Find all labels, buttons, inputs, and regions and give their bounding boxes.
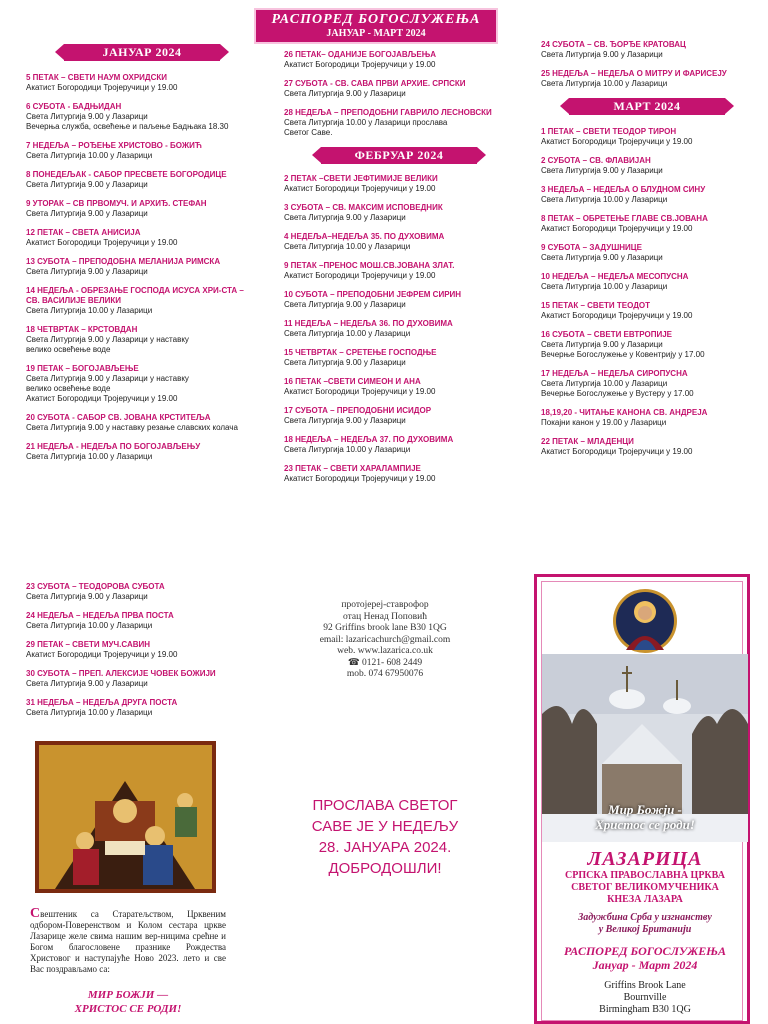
entry-detail: Света Литургија 10.00 у Лазарици bbox=[284, 242, 411, 251]
january-late-list bbox=[26, 582, 258, 718]
entry-heading: 9 СУБОТА – ЗАДУШНИЦЕ bbox=[541, 243, 642, 252]
schedule-entry bbox=[284, 377, 514, 397]
address-line-1: Griffins Brook Lane bbox=[604, 980, 686, 991]
schedule-entry bbox=[284, 435, 514, 455]
entry-detail: Света Литургија 10.00 у Лазарици bbox=[541, 195, 668, 204]
entry-heading: 16 СУБОТА – СВЕТИ ЕВТРОПИЈЕ bbox=[541, 330, 672, 339]
schedule-title: РАСПОРЕД БОГОСЛУЖЕЊА bbox=[271, 12, 481, 27]
entry-heading: 15 ЧЕТВРТАК – СРЕТЕЊЕ ГОСПОДЊЕ bbox=[284, 348, 437, 357]
entry-heading: 2 СУБОТА – СВ. ФЛАВИЈАН bbox=[541, 156, 651, 165]
entry-heading: 2 ПЕТАК –СВЕТИ ЈЕФТИМИЈЕ ВЕЛИКИ bbox=[284, 174, 438, 183]
entry-heading: 8 ПЕТАК – ОБРЕТЕЊЕ ГЛАВЕ СВ.ЈОВАНА bbox=[541, 214, 708, 223]
entry-heading: 20 СУБОТА - САБОР СВ. ЈОВАНА КРСТИТЕЉА bbox=[26, 413, 211, 422]
schedule-entry bbox=[26, 582, 258, 602]
entry-heading: 22 ПЕТАК – МЛАДЕНЦИ bbox=[541, 437, 634, 446]
schedule-entry bbox=[26, 141, 258, 161]
schedule-entry bbox=[26, 413, 258, 433]
entry-heading: 24 СУБОТА – СВ. ЂОРЂЕ КРАТОВАЦ bbox=[541, 40, 686, 49]
entry-detail: велико освећење воде bbox=[26, 384, 111, 393]
contact-line: ☎ 0121- 608 2449 bbox=[347, 657, 423, 668]
schedule-entry bbox=[541, 214, 753, 234]
entry-heading: 26 ПЕТАК– ОДАНИЈЕ БОГОЈАВЉЕЊА bbox=[284, 50, 437, 59]
contact-line: mob. 074 67950076 bbox=[346, 669, 424, 679]
entry-detail: Света Литургија 10.00 у Лазарици bbox=[541, 379, 668, 388]
schedule-entry bbox=[26, 228, 258, 248]
schedule-entry bbox=[541, 330, 753, 360]
photo-caption: Мир Божји - Христос се роди! bbox=[595, 802, 695, 832]
entry-heading: 25 НЕДЕЉА – НЕДЕЉА О МИТРУ И ФАРИСЕЈУ bbox=[541, 69, 727, 78]
schedule-entry bbox=[541, 40, 753, 60]
church-desc-2: СВЕТОГ ВЕЛИКОМУЧЕНИКА bbox=[571, 882, 719, 893]
entry-heading: 13 СУБОТА – ПРЕПОДОБНА МЕЛАНИЈА РИМСКА bbox=[26, 257, 221, 266]
schedule-entry bbox=[284, 464, 514, 484]
entry-detail: Света Литургија 10.00 у Лазарици bbox=[26, 708, 153, 717]
priest-contact bbox=[290, 600, 480, 681]
contact-line: web. www.lazarica.co.uk bbox=[337, 646, 433, 656]
church-desc-1: СРПСКА ПРАВОСЛАВНА ЦРКВА bbox=[565, 870, 725, 881]
entry-detail: Акатист Богородици Тројеручици у 19.00 bbox=[541, 447, 693, 456]
entry-detail: Акатист Богородици Тројеручици у 19.00 bbox=[284, 474, 436, 483]
contact-line: email: lazaricachurch@gmail.com bbox=[319, 634, 451, 645]
entry-heading: 16 ПЕТАК –СВЕТИ СИМЕОН И АНА bbox=[284, 377, 421, 386]
entry-detail: Света Литургија 10.00 у Лазарици bbox=[26, 306, 153, 315]
february-column bbox=[284, 50, 514, 493]
entry-detail: Света Литургија 9.00 у Лазарици bbox=[26, 180, 148, 189]
cover-schedule-title: РАСПОРЕД БОГОСЛУЖЕЊА bbox=[563, 944, 727, 958]
entry-detail: велико освећење воде bbox=[26, 345, 111, 354]
entry-detail: Светог Саве. bbox=[284, 128, 333, 137]
entry-detail: Света Литургија 9.00 у Лазарици bbox=[284, 213, 406, 222]
entry-heading: 14 НЕДЕЉА - ОБРЕЗАЊЕ ГОСПОДА ИСУСА ХРИ-СТА – СВ. ВАСИЛИЈЕ ВЕЛИКИ bbox=[26, 286, 244, 305]
contact-line: протојереј-ставрофор bbox=[341, 600, 429, 610]
entry-detail: Света Литургија 9.00 у Лазарици bbox=[541, 340, 663, 349]
schedule-entry bbox=[26, 442, 258, 462]
february-continued-list bbox=[541, 40, 753, 89]
schedule-entry bbox=[284, 108, 514, 138]
greeting-line: ХРИСТОС СЕ РОДИ! bbox=[74, 1003, 182, 1015]
entry-heading: 10 НЕДЕЉА – НЕДЕЉА МЕСОПУСНА bbox=[541, 272, 689, 281]
schedule-entry bbox=[284, 290, 514, 310]
entry-detail: Света Литургија 10.00 у Лазарици bbox=[541, 79, 668, 88]
entry-detail: Света Литургија 10.00 у Лазарици bbox=[26, 452, 153, 461]
entry-detail: Акатист Богородици Тројеручици у 19.00 bbox=[284, 184, 436, 193]
entry-heading: 7 НЕДЕЉА – РОЂЕЊЕ ХРИСТОВО - БОЖИЋ bbox=[26, 141, 202, 150]
entry-detail: Света Литургија 9.00 у Лазарици bbox=[541, 166, 663, 175]
entry-detail: Акатист Богородици Тројеручици у 19.00 bbox=[541, 224, 693, 233]
entry-heading: 3 СУБОТА – СВ. МАКСИМ ИСПОВЕДНИК bbox=[284, 203, 443, 212]
month-banner-january: ЈАНУАР 2024 bbox=[64, 44, 220, 61]
entry-heading: 9 ПЕТАК –ПРЕНОС МОШ.СВ.ЈОВАНА ЗЛАТ. bbox=[284, 261, 455, 270]
entry-heading: 18 НЕДЕЉА – НЕДЕЉА 37. ПО ДУХОВИМА bbox=[284, 435, 454, 444]
month-banner-february: ФЕБРУАР 2024 bbox=[321, 147, 477, 164]
schedule-entry bbox=[284, 406, 514, 426]
entry-heading: 10 СУБОТА – ПРЕПОДОБНИ ЈЕФРЕМ СИРИН bbox=[284, 290, 462, 299]
entry-detail: Света Литургија 10.00 у Лазарици bbox=[284, 329, 411, 338]
month-banner-march: МАРТ 2024 bbox=[569, 98, 725, 115]
celebration-line: 28. ЈАНУАРА 2024. bbox=[318, 839, 452, 856]
schedule-entry bbox=[541, 156, 753, 176]
cover-text-block bbox=[542, 848, 748, 1016]
entry-detail: Света Литургија 9.00 у Лазарици bbox=[26, 112, 148, 121]
schedule-entry bbox=[26, 257, 258, 277]
entry-detail: Света Литургија 9.00 у Лазарици у наставку bbox=[26, 374, 189, 383]
entry-heading: 18 ЧЕТВРТАК – КРСТОВДАН bbox=[26, 325, 138, 334]
entry-detail: Света Литургија 9.00 у Лазарици bbox=[284, 358, 406, 367]
entry-detail: Света Литургија 9.00 у Лазарици bbox=[541, 253, 663, 262]
january-list bbox=[26, 73, 258, 462]
schedule-entry bbox=[26, 73, 258, 93]
church-cover-panel bbox=[534, 574, 750, 1024]
greeting-note bbox=[30, 908, 226, 975]
schedule-entry bbox=[284, 203, 514, 223]
schedule-entry bbox=[284, 79, 514, 99]
entry-detail: Вечерња служба, освећење и паљење Бадњака 18.30 bbox=[26, 122, 229, 131]
entry-heading: 8 ПОНЕДЕЉАК - САБОР ПРЕСВЕТЕ БОГОРОДИЦЕ bbox=[26, 170, 227, 179]
schedule-entry bbox=[26, 286, 258, 316]
schedule-entry bbox=[541, 301, 753, 321]
address-line-3: Birmingham B30 1QG bbox=[599, 1004, 691, 1015]
entry-detail: Акатист Богородици Тројеручици у 19.00 bbox=[26, 650, 178, 659]
entry-heading: 17 СУБОТА – ПРЕПОДОБНИ ИСИДОР bbox=[284, 406, 432, 415]
celebration-line: ДОБРОДОШЛИ! bbox=[328, 860, 442, 877]
entry-detail: Света Литургија 9.00 у наставку резање славских колача bbox=[26, 423, 238, 432]
entry-detail: Света Литургија 10.00 у Лазарици bbox=[26, 151, 153, 160]
march-column bbox=[541, 40, 753, 466]
greeting-line: МИР БОЖЈИ — bbox=[87, 989, 169, 1001]
entry-heading: 4 НЕДЕЉА–НЕДЕЉА 35. ПО ДУХОВИМА bbox=[284, 232, 445, 241]
entry-heading: 24 НЕДЕЉА – НЕДЕЉА ПРВА ПОСТА bbox=[26, 611, 174, 620]
entry-heading: 23 СУБОТА – ТЕОДОРОВА СУБОТА bbox=[26, 582, 165, 591]
celebration-line: ПРОСЛАВА СВЕТОГ bbox=[312, 797, 458, 814]
schedule-entry bbox=[284, 261, 514, 281]
schedule-entry bbox=[26, 364, 258, 404]
entry-detail: Акатист Богородици Тројеручици у 19.00 bbox=[26, 394, 178, 403]
schedule-entry bbox=[284, 319, 514, 339]
january-column bbox=[26, 44, 258, 471]
entry-detail: Света Литургија 10.00 у Лазарици bbox=[284, 445, 411, 454]
schedule-entry bbox=[26, 640, 258, 660]
church-desc-3: КНЕЗА ЛАЗАРА bbox=[607, 894, 683, 905]
entry-heading: 9 УТОРАК – СВ ПРВОМУЧ. И АРХИЂ. СТЕФАН bbox=[26, 199, 207, 208]
entry-detail: Акатист Богородици Тројеручици у 19.00 bbox=[26, 238, 178, 247]
march-list bbox=[541, 127, 753, 457]
entry-heading: 12 ПЕТАК – СВЕТА АНИСИЈА bbox=[26, 228, 141, 237]
schedule-entry bbox=[284, 50, 514, 70]
schedule-entry bbox=[541, 437, 753, 457]
entry-heading: 15 ПЕТАК – СВЕТИ ТЕОДОТ bbox=[541, 301, 651, 310]
entry-heading: 17 НЕДЕЉА – НЕДЕЉА СИРОПУСНА bbox=[541, 369, 688, 378]
drop-cap: С bbox=[30, 906, 41, 921]
january-continued-list bbox=[284, 50, 514, 138]
entry-heading: 28 НЕДЕЉА – ПРЕПОДОБНИ ГАВРИЛО ЛЕСНОВСКИ bbox=[284, 108, 492, 117]
entry-detail: Света Литургија 10.00 у Лазарици прослава bbox=[284, 118, 448, 127]
entry-heading: 3 НЕДЕЉА – НЕДЕЉА О БЛУДНОМ СИНУ bbox=[541, 185, 706, 194]
schedule-entry bbox=[541, 243, 753, 263]
schedule-entry bbox=[284, 232, 514, 252]
entry-detail: Акатист Богородици Тројеручици у 19.00 bbox=[26, 83, 178, 92]
entry-detail: Акатист Богородици Тројеручици у 19.00 bbox=[541, 137, 693, 146]
entry-heading: 21 НЕДЕЉА - НЕДЕЉА ПО БОГОЈАВЉЕЊУ bbox=[26, 442, 201, 451]
entry-heading: 1 ПЕТАК – СВЕТИ ТЕОДОР ТИРОН bbox=[541, 127, 677, 136]
january-continued-column bbox=[26, 582, 258, 727]
schedule-entry bbox=[541, 69, 753, 89]
schedule-entry bbox=[26, 170, 258, 190]
schedule-subtitle: ЈАНУАР - МАРТ 2024 bbox=[326, 28, 426, 39]
nativity-icon-image bbox=[35, 741, 216, 893]
contact-line: отац Ненад Поповић bbox=[343, 611, 427, 622]
address-line-2: Bournville bbox=[623, 992, 667, 1003]
schedule-title-banner bbox=[254, 8, 498, 44]
entry-heading: 18,19,20 - ЧИТАЊЕ КАНОНА СВ. АНДРЕЈА bbox=[541, 408, 708, 417]
entry-detail: Вечерње Богослужење у Вустеру у 17.00 bbox=[541, 389, 694, 398]
endowment-2: у Великој Британији bbox=[598, 924, 692, 935]
schedule-entry bbox=[26, 102, 258, 132]
entry-heading: 31 НЕДЕЉА – НЕДЕЉА ДРУГА ПОСТА bbox=[26, 698, 178, 707]
entry-detail: Акатист Богородици Тројеручици у 19.00 bbox=[284, 387, 436, 396]
entry-heading: 27 СУБОТА - СВ. САВА ПРВИ АРХИЕ. СРПСКИ bbox=[284, 79, 466, 88]
entry-detail: Вечерње Богослужење у Ковентрију у 17.00 bbox=[541, 350, 705, 359]
february-list bbox=[284, 174, 514, 484]
entry-detail: Света Литургија 9.00 у Лазарици bbox=[26, 267, 148, 276]
celebration-line: САВЕ ЈЕ У НЕДЕЉУ bbox=[311, 818, 459, 835]
entry-heading: 30 СУБОТА – ПРЕП. АЛЕКСИЈЕ ЧОВЕК БОЖИЈИ bbox=[26, 669, 216, 678]
endowment-1: Задужбина Срба у изгнанству bbox=[578, 912, 712, 923]
entry-detail: Света Литургија 9.00 у Лазарици bbox=[284, 416, 406, 425]
schedule-entry bbox=[284, 174, 514, 194]
entry-heading: 29 ПЕТАК – СВЕТИ МУЧ.САВИН bbox=[26, 640, 151, 649]
schedule-entry bbox=[541, 272, 753, 292]
schedule-entry bbox=[26, 199, 258, 219]
schedule-entry bbox=[26, 325, 258, 355]
greeting-note-text: вештеник са Старатељством, Црквеним одбором-Поверенством и Колом сестара цркве Лазарице желе свима нашим вер-ницима срећне и Богом благословене празнике Рождества Христовог и наступајуће Ново 2023. лето и све Вас поздрављамо са: bbox=[30, 909, 226, 974]
entry-detail: Покајни канон у 19.00 у Лазарици bbox=[541, 418, 667, 427]
schedule-entry bbox=[541, 127, 753, 147]
entry-detail: Света Литургија 9.00 у Лазарици у наставку bbox=[26, 335, 189, 344]
schedule-entry bbox=[26, 698, 258, 718]
entry-heading: 5 ПЕТАК – СВЕТИ НАУМ ОХРИДСКИ bbox=[26, 73, 168, 82]
schedule-entry bbox=[541, 369, 753, 399]
entry-detail: Света Литургија 9.00 у Лазарици bbox=[26, 592, 148, 601]
entry-detail: Света Литургија 9.00 у Лазарици bbox=[26, 209, 148, 218]
entry-heading: 19 ПЕТАК – БОГОЈАВЉЕЊЕ bbox=[26, 364, 139, 373]
entry-heading: 11 НЕДЕЉА – НЕДЕЉА 36. ПО ДУХОВИМА bbox=[284, 319, 453, 328]
entry-heading: 23 ПЕТАК – СВЕТИ ХАРАЛАМПИЈЕ bbox=[284, 464, 421, 473]
saint-sava-celebration-notice bbox=[290, 795, 480, 879]
entry-heading: 6 СУБОТА - БАДЊИДАН bbox=[26, 102, 122, 111]
entry-detail: Света Литургија 9.00 у Лазарици bbox=[284, 89, 406, 98]
entry-detail: Света Литургија 10.00 у Лазарици bbox=[541, 282, 668, 291]
schedule-entry bbox=[541, 185, 753, 205]
christ-icon-image bbox=[612, 588, 678, 654]
cover-schedule-dates: Јануар - Март 2024 bbox=[592, 958, 698, 972]
entry-detail: Акатист Богородици Тројеручици у 19.00 bbox=[284, 60, 436, 69]
schedule-entry bbox=[541, 408, 753, 428]
christmas-greeting bbox=[30, 988, 226, 1016]
entry-detail: Света Литургија 9.00 у Лазарици bbox=[284, 300, 406, 309]
entry-detail: Акатист Богородици Тројеручици у 19.00 bbox=[284, 271, 436, 280]
entry-detail: Света Литургија 9.00 у Лазарици bbox=[541, 50, 663, 59]
entry-detail: Акатист Богородици Тројеручици у 19.00 bbox=[541, 311, 693, 320]
schedule-entry bbox=[26, 669, 258, 689]
contact-line: 92 Griffins brook lane B30 1QG bbox=[323, 623, 447, 633]
entry-detail: Света Литургија 9.00 у Лазарици bbox=[26, 679, 148, 688]
entry-detail: Света Литургија 10.00 у Лазарици bbox=[26, 621, 153, 630]
church-name: ЛАЗАРИЦА bbox=[587, 848, 703, 870]
schedule-entry bbox=[284, 348, 514, 368]
schedule-entry bbox=[26, 611, 258, 631]
